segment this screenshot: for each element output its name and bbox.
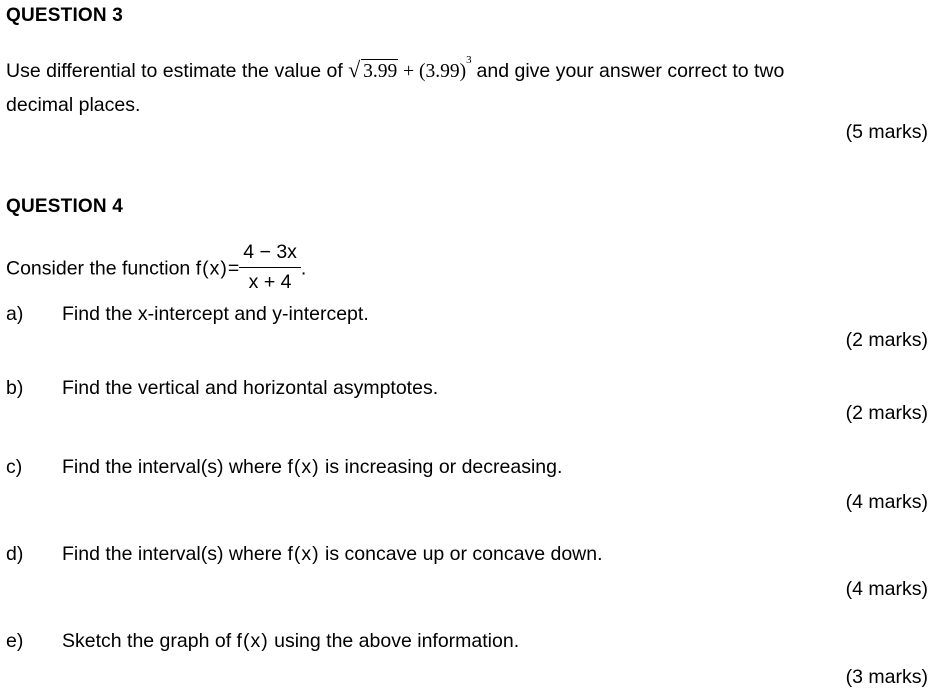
sqrt-expression	[348, 57, 398, 83]
part-c-label: c)	[6, 456, 23, 478]
part-e-marks: (3 marks)	[845, 666, 928, 688]
part-b-marks: (2 marks)	[845, 402, 928, 424]
part-e-text-after: using the above information.	[274, 630, 520, 652]
part-c-fx: f(x)	[287, 456, 320, 478]
question-3-marks: (5 marks)	[845, 121, 928, 143]
part-d-text-before: Find the interval(s) where	[62, 543, 283, 565]
part-d-text-after: is concave up or concave down.	[325, 543, 603, 565]
part-e-label: e)	[6, 630, 24, 652]
radical-sign: √	[348, 57, 361, 82]
fraction-denominator: x + 4	[248, 271, 292, 293]
question-4-intro	[6, 243, 306, 296]
question-3-line-1	[6, 54, 785, 83]
part-d-label: d)	[6, 543, 24, 565]
part-e-text-before: Sketch the graph of	[62, 630, 232, 652]
fraction-numerator: 4 − 3x	[239, 241, 301, 268]
plus-sign: +	[403, 61, 415, 82]
part-a-marks: (2 marks)	[845, 329, 928, 351]
power-base: (3.99)	[419, 61, 467, 82]
q4-intro-text: Consider the function	[6, 257, 191, 280]
question-3-line-2: decimal places.	[6, 94, 141, 116]
q3-expression	[348, 54, 476, 82]
part-c-text-before: Find the interval(s) where	[62, 456, 283, 478]
part-e-text	[62, 630, 519, 653]
part-b-text: Find the vertical and horizontal asymptotes.	[62, 377, 439, 399]
part-d-marks: (4 marks)	[845, 578, 928, 600]
part-d-text	[62, 543, 603, 566]
equals-sign: =	[227, 257, 240, 280]
part-a-label: a)	[6, 303, 24, 325]
part-b-label: b)	[6, 377, 24, 399]
question-3-heading: QUESTION 3	[6, 5, 124, 26]
sqrt-argument: 3.99	[363, 61, 398, 82]
part-d-fx: f(x)	[287, 543, 320, 565]
part-e-fx: f(x)	[236, 630, 269, 652]
q3-text-start: Use differential to estimate the value of	[6, 60, 343, 82]
intro-period: .	[300, 257, 307, 280]
function-fraction	[239, 241, 301, 294]
power-exponent: 3	[466, 54, 472, 66]
part-a-text: Find the x-intercept and y-intercept.	[62, 303, 369, 325]
function-lhs: f(x)	[195, 257, 228, 280]
part-c-text-after: is increasing or decreasing.	[325, 456, 563, 478]
part-c-text	[62, 456, 562, 479]
q3-text-end: and give your answer correct to two	[476, 60, 785, 82]
question-4-heading: QUESTION 4	[6, 196, 124, 217]
part-c-marks: (4 marks)	[845, 491, 928, 513]
